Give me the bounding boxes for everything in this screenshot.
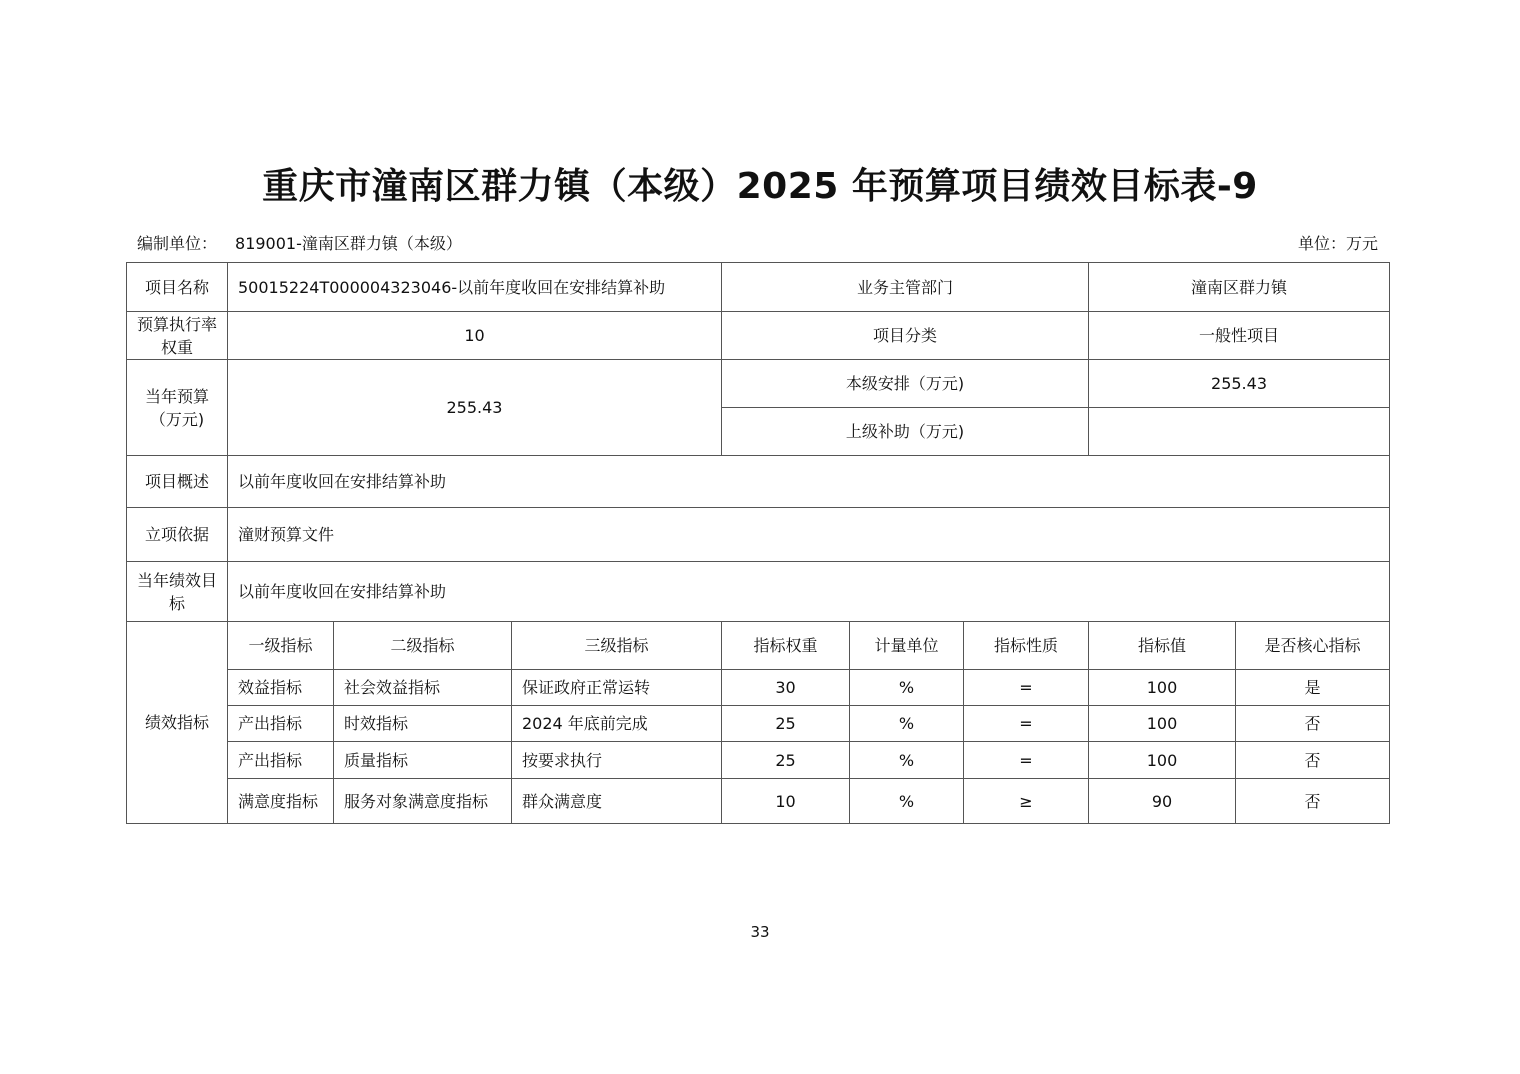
local-arrangement-value: 255.43 (1089, 360, 1390, 408)
indicator-row (127, 779, 1390, 824)
indicator-unit: % (850, 742, 964, 779)
annual-budget-value: 255.43 (228, 360, 722, 456)
header-weight: 指标权重 (722, 622, 850, 670)
indicator-header-row (127, 622, 1390, 670)
project-name-row (127, 263, 1390, 312)
indicator-level2: 质量指标 (334, 742, 512, 779)
upper-subsidy-value (1089, 408, 1390, 456)
goal-value: 以前年度收回在安排结算补助 (228, 562, 1390, 622)
budget-row-local (127, 360, 1390, 408)
indicator-level2: 时效指标 (334, 706, 512, 742)
indicator-level3: 2024 年底前完成 (512, 706, 722, 742)
indicator-unit: % (850, 670, 964, 706)
overview-label: 项目概述 (127, 456, 228, 508)
compiling-unit-value: 819001-潼南区群力镇（本级） (235, 234, 462, 253)
indicator-unit: % (850, 779, 964, 824)
indicator-weight: 10 (722, 779, 850, 824)
project-name-value: 50015224T000004323046-以前年度收回在安排结算补助 (228, 263, 722, 312)
indicator-weight: 30 (722, 670, 850, 706)
execution-weight-label: 预算执行率权重 (127, 312, 228, 360)
indicator-core: 是 (1236, 670, 1390, 706)
indicator-level2: 服务对象满意度指标 (334, 779, 512, 824)
local-arrangement-label: 本级安排（万元) (722, 360, 1089, 408)
page-number: 33 (750, 923, 770, 941)
department-label: 业务主管部门 (722, 263, 1089, 312)
indicator-weight: 25 (722, 742, 850, 779)
indicator-core: 否 (1236, 779, 1390, 824)
basis-label: 立项依据 (127, 508, 228, 562)
header-unit: 计量单位 (850, 622, 964, 670)
indicator-weight: 25 (722, 706, 850, 742)
indicator-core: 否 (1236, 742, 1390, 779)
indicator-value: 100 (1089, 706, 1236, 742)
indicator-level3: 保证政府正常运转 (512, 670, 722, 706)
indicator-nature: = (964, 670, 1089, 706)
indicator-level3: 群众满意度 (512, 779, 722, 824)
indicator-nature: ≥ (964, 779, 1089, 824)
page-title: 重庆市潼南区群力镇（本级）2025 年预算项目绩效目标表-9 (262, 166, 1258, 207)
indicators-label: 绩效指标 (127, 622, 228, 824)
annual-budget-label: 当年预算（万元) (127, 360, 228, 456)
indicator-value: 100 (1089, 742, 1236, 779)
indicator-row (127, 670, 1390, 706)
header-level3: 三级指标 (512, 622, 722, 670)
goal-row (127, 562, 1390, 622)
project-category-value: 一般性项目 (1089, 312, 1390, 360)
execution-weight-value: 10 (228, 312, 722, 360)
indicator-level1: 效益指标 (228, 670, 334, 706)
indicator-row (127, 706, 1390, 742)
indicator-unit: % (850, 706, 964, 742)
indicator-level1: 产出指标 (228, 706, 334, 742)
currency-unit: 单位：万元 (1297, 234, 1378, 253)
indicator-level1: 满意度指标 (228, 779, 334, 824)
project-name-label: 项目名称 (127, 263, 228, 312)
header-core: 是否核心指标 (1236, 622, 1390, 670)
overview-row (127, 456, 1390, 508)
goal-label: 当年绩效目标 (127, 562, 228, 622)
compiling-unit (137, 231, 462, 254)
department-value: 潼南区群力镇 (1089, 263, 1390, 312)
project-category-label: 项目分类 (722, 312, 1089, 360)
header-level1: 一级指标 (228, 622, 334, 670)
indicator-core: 否 (1236, 706, 1390, 742)
header-nature: 指标性质 (964, 622, 1089, 670)
header-value: 指标值 (1089, 622, 1236, 670)
basis-row (127, 508, 1390, 562)
indicator-nature: = (964, 706, 1089, 742)
indicator-value: 100 (1089, 670, 1236, 706)
indicator-level2: 社会效益指标 (334, 670, 512, 706)
indicator-value: 90 (1089, 779, 1236, 824)
indicator-level1: 产出指标 (228, 742, 334, 779)
basis-value: 潼财预算文件 (228, 508, 1390, 562)
execution-weight-row (127, 312, 1390, 360)
upper-subsidy-label: 上级补助（万元) (722, 408, 1089, 456)
overview-value: 以前年度收回在安排结算补助 (228, 456, 1390, 508)
indicator-row (127, 742, 1390, 779)
indicator-nature: = (964, 742, 1089, 779)
compiling-unit-label: 编制单位： (137, 234, 218, 253)
performance-table (126, 262, 1390, 824)
indicator-level3: 按要求执行 (512, 742, 722, 779)
header-level2: 二级指标 (334, 622, 512, 670)
